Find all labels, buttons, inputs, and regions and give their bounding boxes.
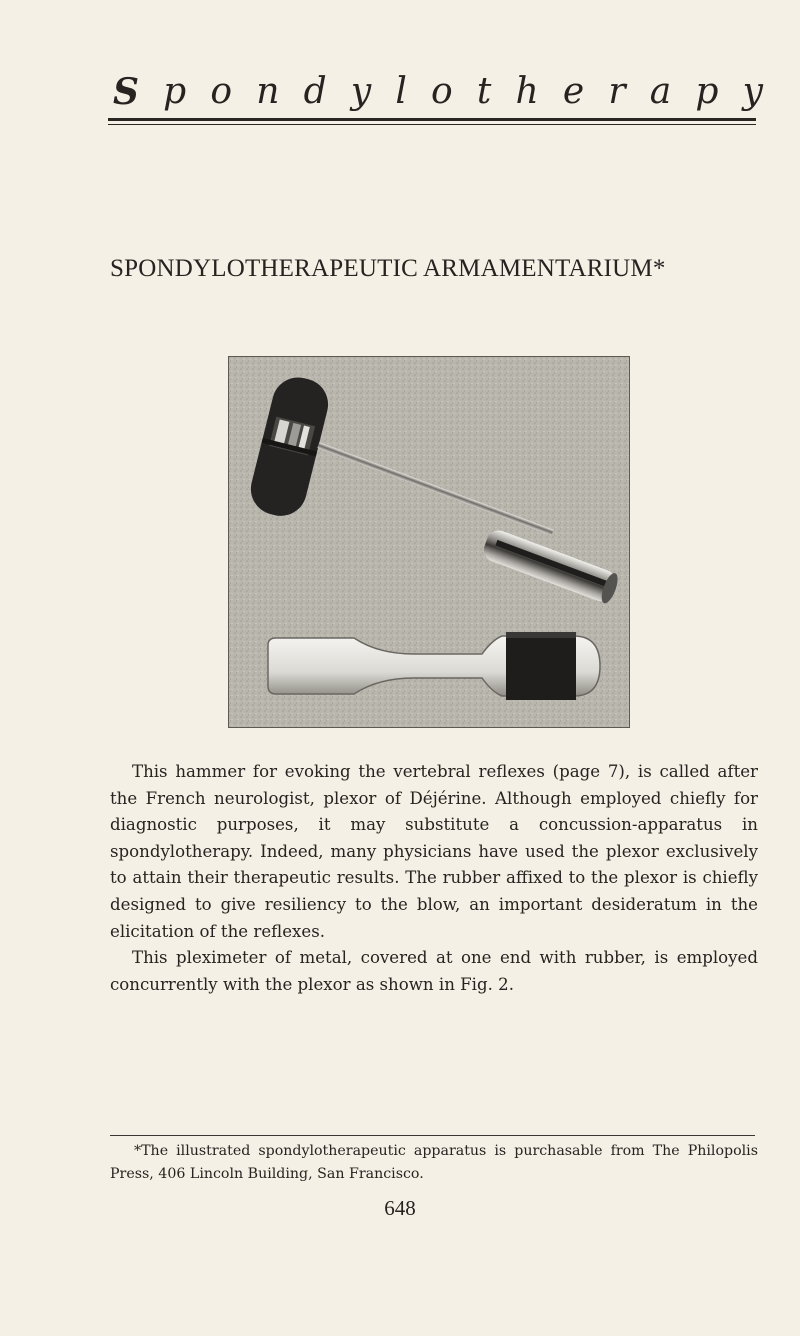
header-rule-thin bbox=[108, 124, 756, 125]
footnote-text: *The illustrated spondylotherapeutic apparatus is purchasable from The Philopolis Press, 406 Lincoln Building, San Francisco. bbox=[110, 1143, 758, 1182]
running-head-letter: d bbox=[303, 71, 327, 112]
running-head-letter: y bbox=[350, 71, 372, 112]
footnote-rule bbox=[110, 1135, 755, 1136]
running-head-letter: a bbox=[649, 71, 672, 112]
running-head bbox=[113, 62, 763, 112]
running-head-letter: o bbox=[431, 71, 453, 112]
running-head-letter: p bbox=[695, 71, 719, 112]
running-head-letter: p bbox=[163, 71, 187, 112]
running-head-letter: o bbox=[210, 71, 233, 112]
page-number: 648 bbox=[384, 1196, 416, 1220]
running-head-letter: n bbox=[256, 71, 280, 112]
body-text bbox=[110, 759, 758, 998]
body-paragraph: This pleximeter of metal, covered at one end with rubber, is employed concurrently with the plexor as shown in Fig. 2. bbox=[110, 948, 758, 994]
running-head-letter: S bbox=[113, 71, 139, 113]
pleximeter-rubber bbox=[506, 632, 576, 700]
running-head-letter: e bbox=[562, 71, 585, 112]
running-head-letter: r bbox=[608, 71, 626, 112]
figure-plexor-pleximeter bbox=[228, 356, 630, 728]
section-title: SPONDYLOTHERAPEUTIC ARMAMENTARIUM* bbox=[110, 255, 666, 282]
plexor-pleximeter-illustration bbox=[228, 356, 630, 728]
running-head-letter: y bbox=[742, 71, 763, 112]
footnote bbox=[110, 1140, 758, 1186]
body-paragraph: This hammer for evoking the vertebral reflexes (page 7), is called after the French neurologist, plexor of Déjérine. Although employed chiefly for diagnostic purposes, it may substitute a concussion-apparatus in spondylotherapy. Indeed, many physicians have used the plexor exclusively to attain their therapeutic results. The rubber affixed to the plexor is chiefly designed to give resiliency to the blow, an important desideratum in the elicitation of the reflexes. bbox=[110, 762, 758, 941]
header-rule-thick bbox=[108, 118, 756, 121]
running-head-letter: h bbox=[515, 71, 539, 112]
running-head-letter: l bbox=[395, 71, 407, 112]
running-head-letter: t bbox=[476, 71, 492, 112]
